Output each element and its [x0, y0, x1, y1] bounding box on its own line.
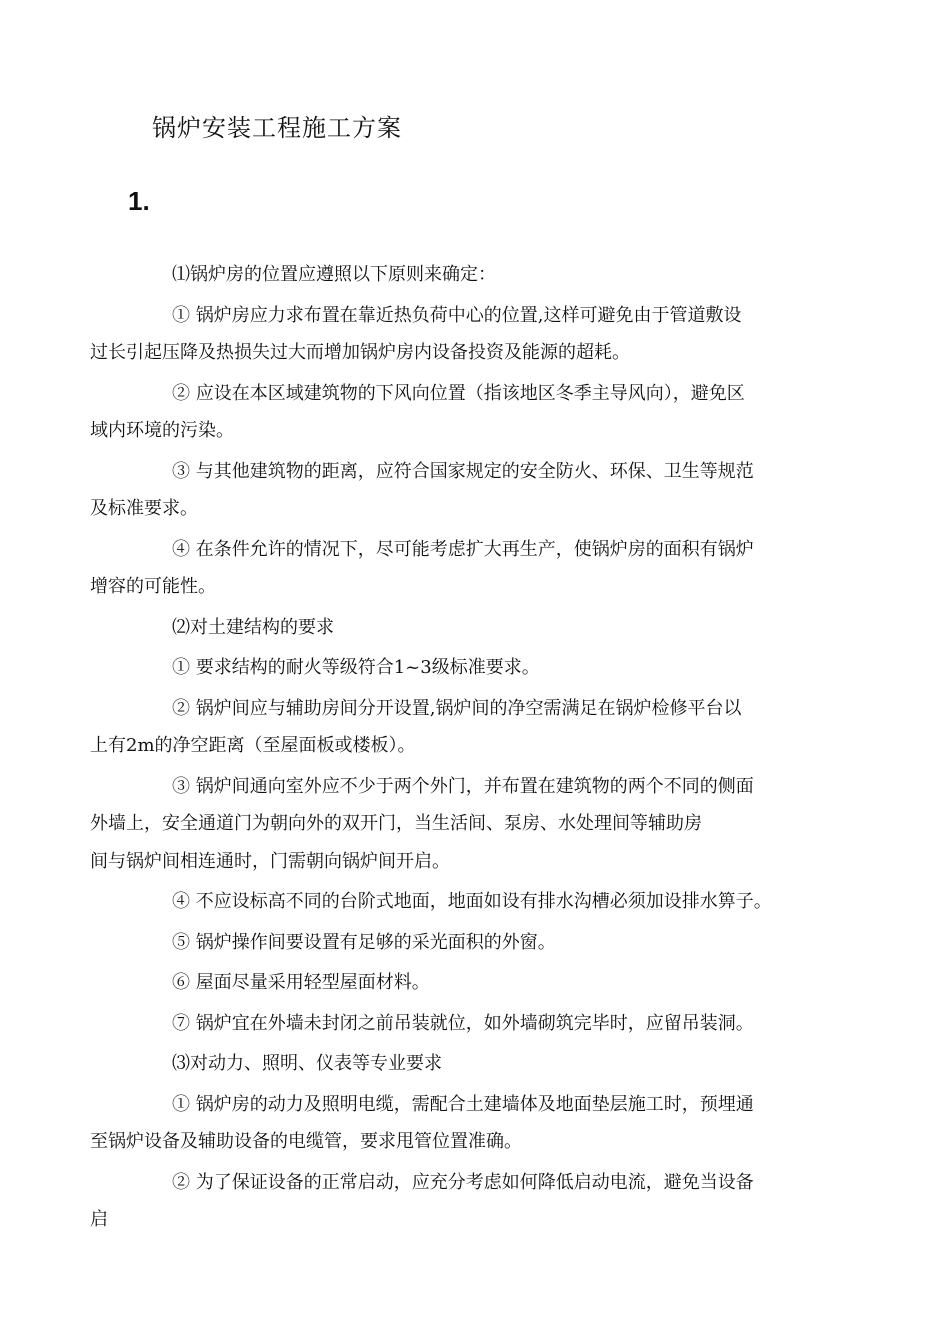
paragraph-line: ④ 不应设标高不同的台阶式地面，地面如设有排水沟槽必须加设排水箅子。 [172, 891, 772, 912]
paragraph-line: ⑥ 屋面尽量采用轻型屋面材料。 [172, 972, 430, 993]
paragraph-line: ① 要求结构的耐火等级符合1~3级标准要求。 [172, 657, 540, 678]
paragraph-line: ⑦ 锅炉宜在外墙未封闭之前吊装就位，如外墙砌筑完毕时，应留吊装洞。 [172, 1012, 754, 1034]
paragraph [131, 256, 841, 294]
paragraph [90, 690, 841, 765]
paragraph-line: 增容的可能性。 [90, 576, 216, 597]
paragraph-line: 及标准要求。 [90, 498, 198, 519]
paragraph-line: ③ 锅炉间通向室外应不少于两个外门，并布置在建筑物的两个不同的侧面 [172, 775, 754, 797]
paragraph-line: ④ 在条件允许的情况下，尽可能考虑扩大再生产，使锅炉房的面积有锅炉 [172, 538, 754, 560]
paragraph-line: 至锅炉设备及辅助设备的电缆管，要求甩管位置准确。 [90, 1131, 522, 1152]
paragraph-line: 间与锅炉间相连通时，门需朝向锅炉间开启。 [90, 850, 450, 872]
section-number: 1. [128, 186, 150, 216]
document-title: 锅炉安装工程施工方案 [152, 114, 402, 142]
paragraph [90, 1164, 841, 1239]
paragraph [90, 531, 841, 606]
paragraph-line: ① 锅炉房应力求布置在靠近热负荷中心的位置,这样可避免由于管道敷设 [172, 304, 742, 326]
paragraph-line: 启 [90, 1209, 108, 1230]
paragraph-line: 上有2m的净空距离（至屋面板或楼板）。 [90, 735, 416, 756]
paragraph [90, 453, 841, 528]
paragraph-line: 过长引起压降及热损失过大而增加锅炉房内设备投资及能源的超耗。 [90, 342, 630, 363]
paragraph-line: ⑵对土建结构的要求 [172, 616, 334, 638]
paragraph-line: ⑶对动力、照明、仪表等专业要求 [172, 1053, 442, 1074]
paragraph-line: 外墙上，安全通道门为朝向外的双开门，当生活间、泵房、水处理间等辅助房 [90, 813, 702, 834]
paragraph-line: ③ 与其他建筑物的距离，应符合国家规定的安全防火、环保、卫生等规范 [172, 460, 754, 482]
paragraph-line: ⑤ 锅炉操作间要设置有足够的采光面积的外窗。 [172, 931, 556, 953]
paragraph [131, 1005, 841, 1043]
paragraph [131, 924, 841, 962]
paragraph [131, 964, 841, 1002]
paragraph-line: ② 应设在本区域建筑物的下风向位置（指该地区冬季主导风向），避免区 [172, 382, 745, 404]
paragraph-line: ② 锅炉间应与辅助房间分开设置,锅炉间的净空需满足在锅炉检修平台以 [172, 697, 742, 719]
paragraph [90, 297, 841, 372]
paragraph [90, 1086, 841, 1161]
document-body [90, 256, 841, 1242]
paragraph [131, 609, 841, 647]
paragraph-line: ① 锅炉房的动力及照明电缆，需配合土建墙体及地面垫层施工时，预埋通 [172, 1093, 754, 1115]
paragraph [131, 883, 841, 921]
paragraph-line: ⑴锅炉房的位置应遵照以下原则来确定： [172, 264, 496, 285]
paragraph [131, 649, 841, 687]
paragraph-line: ② 为了保证设备的正常启动，应充分考虑如何降低启动电流，避免当设备 [172, 1171, 754, 1193]
paragraph [90, 375, 841, 450]
paragraph [90, 768, 841, 881]
paragraph-line: 域内环境的污染。 [90, 420, 234, 441]
paragraph [131, 1045, 841, 1083]
